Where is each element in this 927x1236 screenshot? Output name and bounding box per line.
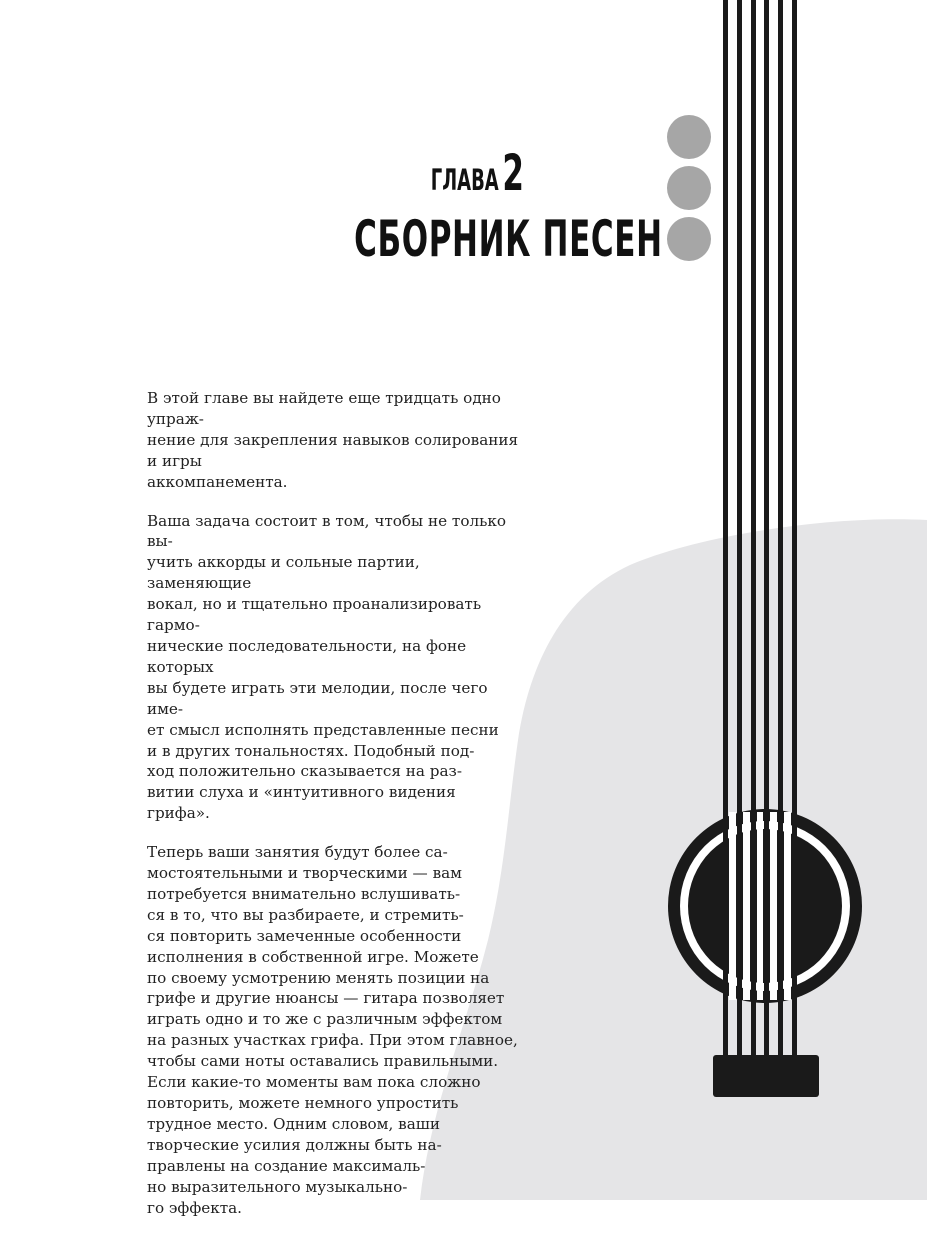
tuning-peg-icon — [667, 166, 711, 210]
tuning-peg-icon — [667, 115, 711, 159]
paragraph: В этой главе вы найдете еще тридцать одно упраж- нение для закрепления навыков солирования и игры аккомпанемента. — [147, 389, 519, 491]
chapter-label-text: ГЛАВА — [430, 163, 499, 197]
guitar-bridge — [713, 1055, 819, 1097]
chapter-intro-text — [147, 388, 527, 1236]
tuning-peg-icon — [667, 217, 711, 261]
chapter-label — [354, 144, 524, 209]
chapter-number: 2 — [502, 144, 524, 202]
chapter-title: СБОРНИК ПЕСЕН — [354, 210, 663, 268]
paragraph: Ваша задача состоит в том, чтобы не только вы- учить аккорды и сольные партии, заменяющие вокал, но и тщательно проанализировать гармо- нические последовательности, на фоне которых вы будете играть эти мелодии, после чего име- ет смысл исполнять представленные песни и в других тональностях. Подобный под- ход положительно сказывается на раз- витии слуха и «интуитивного видения грифа». — [147, 511, 507, 823]
paragraph: Теперь ваши занятия будут более са- мостоятельными и творческими — вам потребуется внимательно вслушивать- ся в то, что вы разбираете, и стремить- ся повторить замеченные особенности исполнения в собственной игре. Можете по своему усмотрению менять позиции на грифе и другие нюансы — гитара позволяет играть одно и то же с различным эффектом на разных участках грифа. При этом главное, чтобы сами ноты оставались правильными. Если какие-то моменты вам пока сложно повторить, можете немного упростить трудное место. Одним словом, ваши творческие усилия должны быть на- правлены на создание максималь- но выразительного музыкально- го эффекта. — [147, 843, 518, 1217]
chapter-heading — [354, 144, 663, 269]
